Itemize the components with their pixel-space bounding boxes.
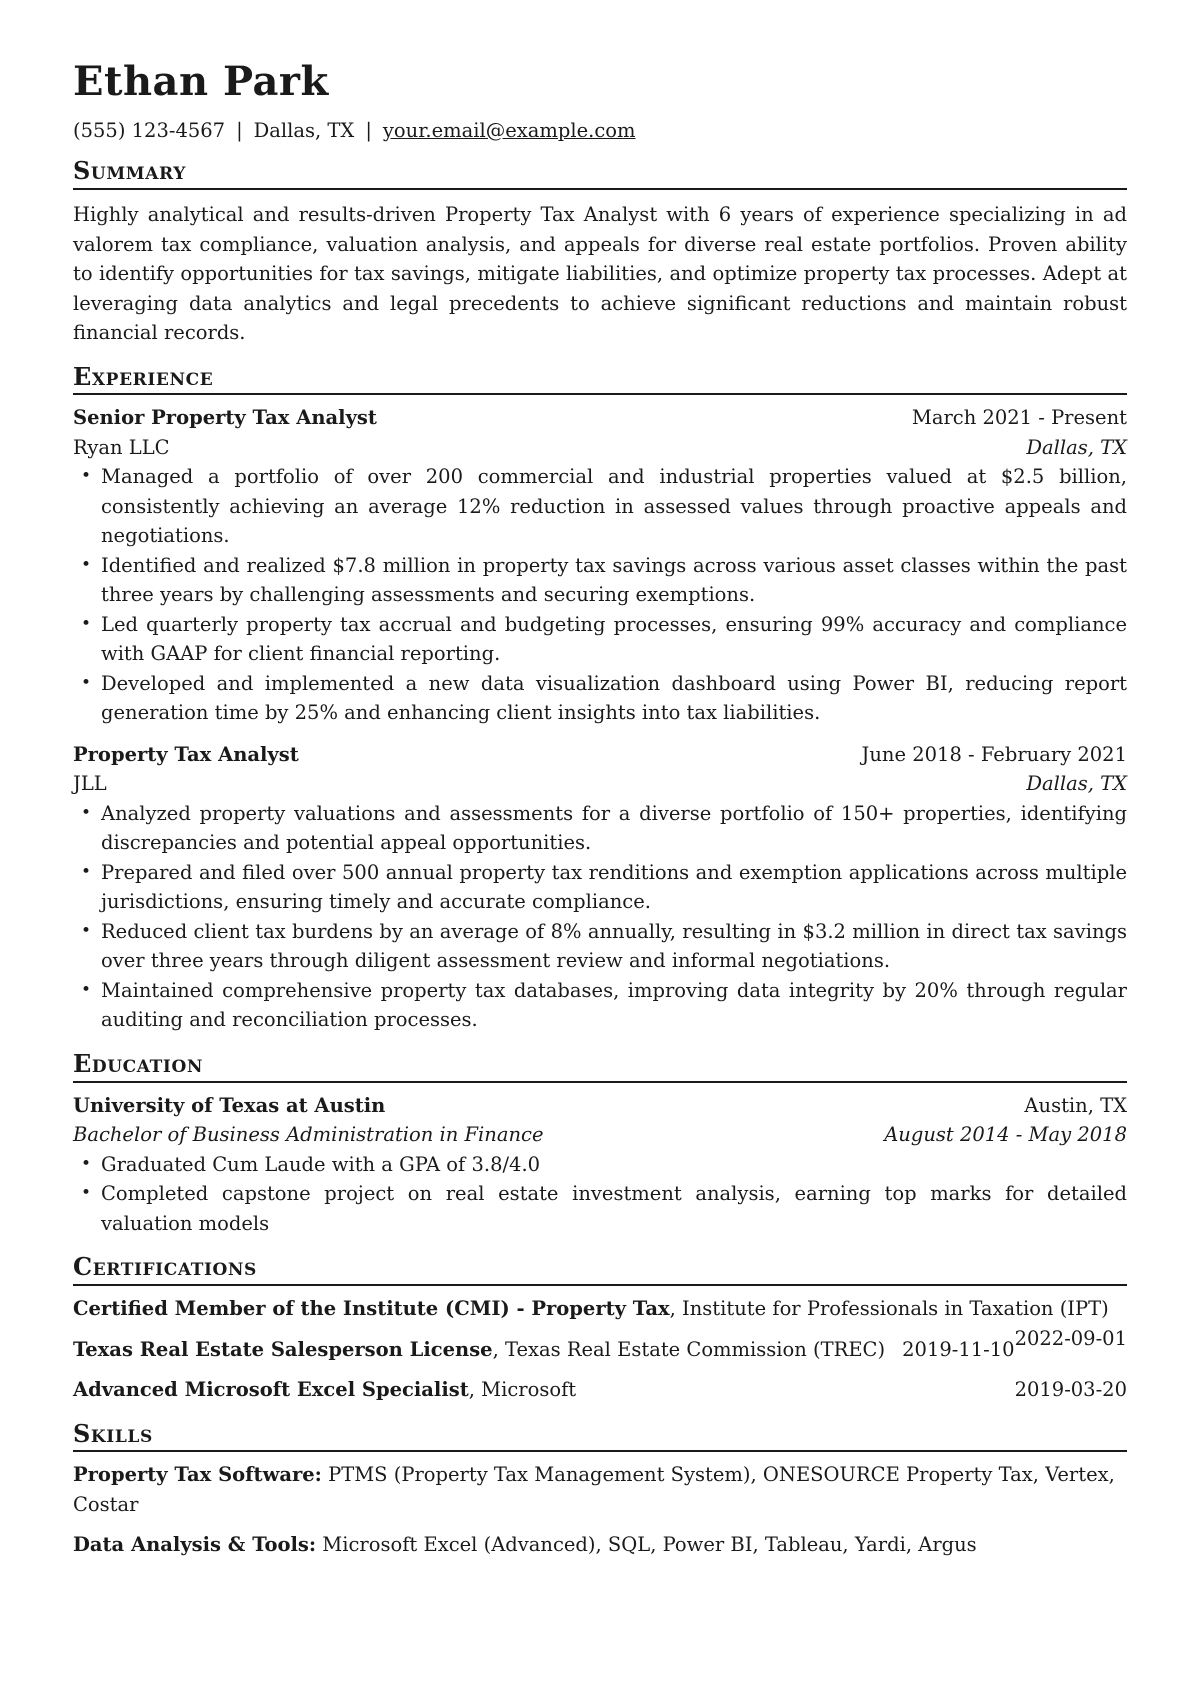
resume-content [73, 58, 1127, 1560]
section-title-summary: Summary [73, 157, 1127, 190]
section-title-experience: Experience [73, 363, 1127, 396]
bullet-icon: • [81, 613, 92, 634]
experience-section [73, 363, 1127, 1035]
skill-label: Data Analysis & Tools: [73, 1533, 317, 1557]
certification-date: 2022-09-01 [1014, 1326, 1127, 1350]
bullet-text: Led quarterly property tax accrual and budgeting processes, ensuring 99% accuracy and compliance with GAAP for client financial reporting. [101, 612, 1127, 666]
contact-line [73, 118, 1127, 143]
certification-entry [73, 1375, 1127, 1405]
certification-entry [73, 1335, 1015, 1365]
degree-name: Bachelor of Business Administration in Finance [73, 1123, 544, 1147]
bullet-icon: • [81, 554, 92, 575]
bullet-text: Developed and implemented a new data visualization dashboard using Power BI, reducing report generation time by 25% and enhancing client insights into tax liabilities. [101, 671, 1127, 725]
education-dates: August 2014 - May 2018 [884, 1123, 1127, 1147]
experience-entry [73, 403, 1127, 728]
summary-section [73, 157, 1127, 347]
certification-issuer: , Institute for Professionals in Taxation (IPT) [669, 1297, 1109, 1321]
certification-name: Advanced Microsoft Excel Specialist [73, 1378, 469, 1402]
bullet-item [73, 669, 1127, 728]
skill-value: Microsoft Excel (Advanced), SQL, Power BI, Tableau, Yardi, Argus [316, 1533, 977, 1557]
skill-entry [73, 1460, 1127, 1519]
certification-date: 2019-11-10 [902, 1337, 1015, 1361]
experience-entry [73, 740, 1127, 1035]
location: Dallas, TX [253, 119, 355, 142]
bullet-text: Analyzed property valuations and assessments for a diverse portfolio of 150+ properties, identifying discrepancies and potential appeal opportunities. [101, 801, 1127, 855]
bullet-icon: • [81, 920, 92, 941]
phone-number: (555) 123-4567 [73, 119, 226, 142]
bullet-text: Graduated Cum Laude with a GPA of 3.8/4.0 [101, 1152, 541, 1176]
skill-label: Property Tax Software: [73, 1463, 322, 1487]
contact-separator: | [365, 119, 372, 142]
contact-separator: | [236, 119, 243, 142]
job-bullets [73, 462, 1127, 728]
certifications-section [73, 1253, 1127, 1404]
bullet-icon: • [81, 1183, 92, 1204]
section-title-certifications: Certifications [73, 1253, 1127, 1286]
job-title: Senior Property Tax Analyst [73, 406, 377, 430]
summary-text: Highly analytical and results-driven Property Tax Analyst with 6 years of experience specializing in ad valorem tax compliance, valuation analysis, and appeals for diverse real estate portfolios. Proven ability to identify opportunities for tax savings, mitigate liabilities, and optimize property tax processes. Adept at leveraging data analytics and legal precedents to achieve significant reductions and maintain robust financial records. [73, 203, 1127, 345]
email-link[interactable]: your.email@example.com [382, 119, 636, 142]
bullet-item [73, 917, 1127, 976]
bullet-item [73, 858, 1127, 917]
skill-value: PTMS (Property Tax Management System), ONESOURCE Property Tax, Vertex, Costar [73, 1463, 1115, 1516]
bullet-item [73, 799, 1127, 858]
job-dates: March 2021 - Present [911, 406, 1127, 430]
bullet-icon: • [81, 466, 92, 487]
bullet-text: Maintained comprehensive property tax databases, improving data integrity by 20% through regular auditing and reconciliation processes. [101, 978, 1127, 1032]
certification-issuer: , Texas Real Estate Commission (TREC) [492, 1337, 886, 1361]
bullet-item [73, 610, 1127, 669]
bullet-icon: • [81, 861, 92, 882]
bullet-icon: • [81, 802, 92, 823]
bullet-icon: • [81, 672, 92, 693]
certification-name: Certified Member of the Institute (CMI) - Property Tax [73, 1297, 670, 1321]
bullet-icon: • [81, 1153, 92, 1174]
section-title-education: Education [73, 1050, 1127, 1083]
school-name: University of Texas at Austin [73, 1093, 386, 1117]
certification-issuer: , Microsoft [468, 1378, 577, 1402]
company-name: JLL [73, 772, 107, 796]
bullet-text: Completed capstone project on real estate investment analysis, earning top marks for detailed valuation models [101, 1182, 1127, 1235]
bullet-item [73, 1179, 1127, 1238]
bullet-item [73, 976, 1127, 1035]
job-location: Dallas, TX [1026, 772, 1127, 796]
job-title: Property Tax Analyst [73, 742, 299, 766]
job-dates: June 2018 - February 2021 [861, 742, 1127, 766]
bullet-text: Reduced client tax burdens by an average of 8% annually, resulting in $3.2 million in direct tax savings over three years through diligent assessment review and informal negotiations. [101, 919, 1127, 973]
education-bullets [73, 1150, 1127, 1239]
certification-name: Texas Real Estate Salesperson License [73, 1337, 493, 1361]
bullet-item [73, 1150, 1127, 1180]
certification-date: 2019-03-20 [1014, 1378, 1127, 1402]
education-section [73, 1050, 1127, 1238]
skills-section [73, 1420, 1127, 1560]
skill-entry [73, 1530, 1127, 1560]
job-bullets [73, 799, 1127, 1035]
candidate-name: Ethan Park [73, 58, 329, 105]
bullet-item [73, 551, 1127, 610]
bullet-icon: • [81, 979, 92, 1000]
bullet-text: Prepared and filed over 500 annual property tax renditions and exemption applications across multiple jurisdictions, ensuring timely and accurate compliance. [101, 860, 1127, 914]
job-location: Dallas, TX [1026, 435, 1127, 459]
section-title-skills: Skills [73, 1420, 1127, 1453]
company-name: Ryan LLC [73, 435, 170, 459]
bullet-text: Identified and realized $7.8 million in property tax savings across various asset classes within the past three years by challenging assessments and securing exemptions. [101, 553, 1127, 607]
education-entry [73, 1091, 1127, 1239]
bullet-text: Managed a portfolio of over 200 commercial and industrial properties valued at $2.5 billion, consistently achieving an average 12% reduction in assessed values through proactive appeals and negotiations. [101, 465, 1127, 548]
bullet-item [73, 462, 1127, 551]
school-location: Austin, TX [1024, 1093, 1127, 1117]
